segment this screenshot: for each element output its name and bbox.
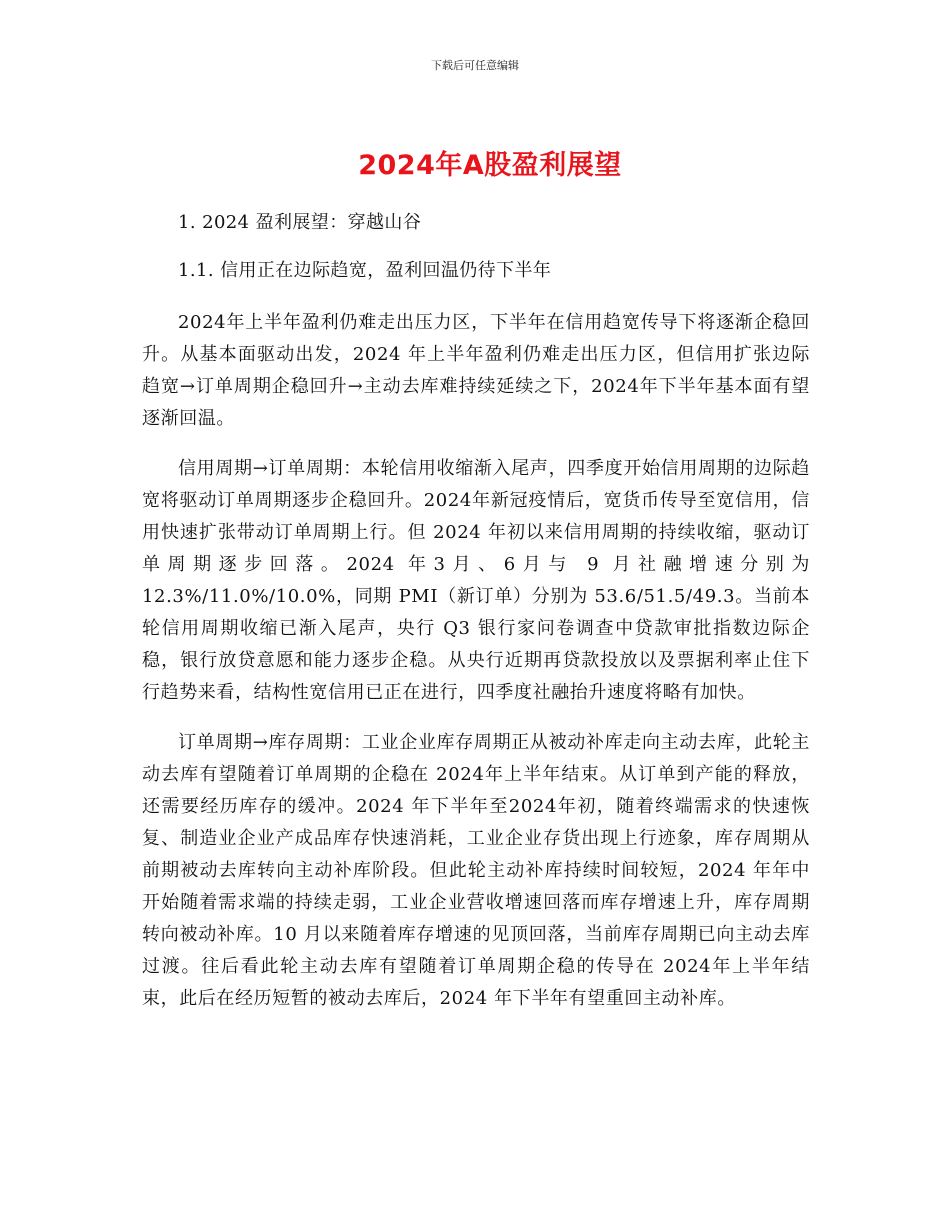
document-title: 2024年A股盈利展望 [358, 150, 622, 181]
section-heading-1: 1. 2024 盈利展望：穿越山谷 [178, 212, 422, 233]
body-text [142, 307, 810, 1033]
paragraph-2: 信用周期→订单周期：本轮信用收缩渐入尾声，四季度开始信用周期的边际趋宽将驱动订单周期逐步企稳回升。2024年新冠疫情后，宽货币传导至宽信用，信用快速扩张带动订单周期上行。但 2024 年初以来信用周期的持续收缩，驱动订单周期逐步回落。2024 年3月、6月与 9 月社融增速分别为 12.3%/11.0%/10.0%，同期 PMI（新订单）分别为 53.6/51.5/49.3。当前本轮信用周期收缩已渐入尾声，央行 Q3 银行家问卷调查中贷款审批指数边际企稳，银行放贷意愿和能力逐步企稳。从央行近期再贷款投放以及票据利率止住下行趋势来看，结构性宽信用已正在进行，四季度社融抬升速度将略有加快。 [142, 458, 810, 703]
header-note: 下载后可任意编辑 [431, 59, 519, 72]
section-heading-1-1: 1.1. 信用正在边际趋宽，盈利回温仍待下半年 [178, 260, 552, 281]
paragraph-3: 订单周期→库存周期：工业企业库存周期正从被动补库走向主动去库，此轮主动去库有望随着订单周期的企稳在 2024年上半年结束。从订单到产能的释放，还需要经历库存的缓冲。2024 年下半年至2024年初，随着终端需求的快速恢复、制造业企业产成品库存快速消耗，工业企业存货出现上行迹象，库存周期从前期被动去库转向主动补库阶段。但此轮主动补库持续时间较短，2024 年年中开始随着需求端的持续走弱，工业企业营收增速回落而库存增速上升，库存周期转向被动补库。10 月以来随着库存增速的见顶回落，当前库存周期已向主动去库过渡。往后看此轮主动去库有望随着订单周期企稳的传导在 2024年上半年结束，此后在经历短暂的被动去库后，2024 年下半年有望重回主动补库。 [142, 732, 810, 1009]
paragraph-1: 2024年上半年盈利仍难走出压力区，下半年在信用趋宽传导下将逐渐企稳回升。从基本面驱动出发，2024 年上半年盈利仍难走出压力区，但信用扩张边际趋宽→订单周期企稳回升→主动去库难持续延续之下，2024年下半年基本面有望逐渐回温。 [142, 312, 810, 429]
